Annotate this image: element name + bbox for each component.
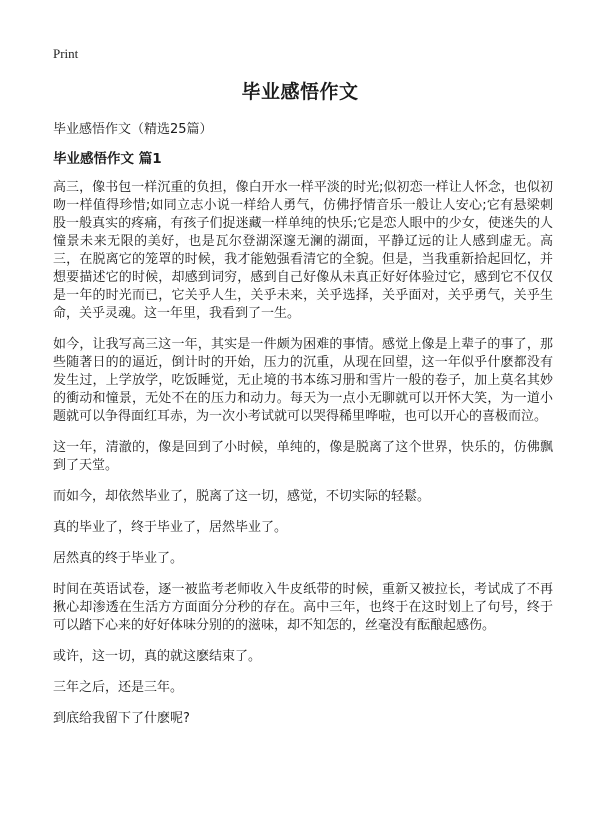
paragraph-5: 真的毕业了，终于毕业了，居然毕业了。 (53, 520, 288, 535)
document-subtitle: 毕业感悟作文（精选25篇） (53, 122, 213, 137)
paragraph-7: 时间在英语试卷，逐一被监考老师收入牛皮纸带的时候，重新又被拉长，考试成了不再揪心却渗透在生活方方面面分分秒的存在。高中三年，也终于在这时划上了句号，终于可以踏下心来的好好体味分别的的滋味，却不知怎的，丝毫没有酝酿起感伤。 (53, 582, 553, 633)
article-body (53, 179, 553, 741)
document-title: 毕业感悟作文 (241, 81, 359, 103)
paragraph-2: 如今，让我写高三这一年，其实是一件颇为困难的事情。感觉上像是上辈子的事了，那些随著日的的逼近，倒计时的开始，压力的沉重，从现在回望，这一年似乎什麽都没有发生过，上学放学，吃饭睡觉，无止境的书本练习册和雪片一般的卷子，加上莫名其妙的衝动和憧景，无处不在的压力和动力。每天为一点小无聊就可以开怀大笑，为一道小题就可以争得面红耳赤，为一次小考试就可以哭得稀里哗啦，也可以开心的喜极而泣。 (53, 337, 553, 424)
section-heading: 毕业感悟作文 篇1 (53, 151, 162, 167)
paragraph-1: 高三，像书包一样沉重的负担，像白开水一样平淡的时光;似初恋一样让人怀念，也似初吻一样值得珍惜;如同立志小说一样给人勇气，仿佛抒情音乐一般让人安心;它有悬梁刺股一般真实的疼痛，有孩子们捉迷藏一样单纯的快乐;它是恋人眼中的少女，使迷失的人憧景未来无限的美好，也是瓦尔登湖深邃无澜的湖面，平静辽远的让人感到虚无。高三，在脱离它的笼罩的时候，我才能勉强看清它的全貌。但是，当我重新拾起回忆，并想要描述它的时候，却感到词穷，感到自己好像从未真正好好体验过它，感到它不仅仅是一年的时光而已，它关乎人生，关乎未来，关乎选择，关乎面对，关乎勇气，关乎生命，关乎灵魂。这一年里，我看到了一生。 (53, 180, 553, 321)
paragraph-4: 而如今，却依然毕业了，脱离了这一切，感觉，不切实际的轻鬆。 (53, 489, 431, 504)
paragraph-6: 居然真的终于毕业了。 (53, 551, 184, 566)
paragraph-3: 这一年，清澈的，像是回到了小时候，单纯的，像是脱离了这个世界，快乐的，仿佛飘到了天堂。 (53, 440, 553, 473)
paragraph-8: 或许，这一切，真的就这麽结束了。 (53, 649, 262, 664)
paragraph-9: 三年之后，还是三年。 (53, 680, 184, 695)
paragraph-10: 到底给我留下了什麽呢? (53, 711, 190, 726)
print-label: Print (53, 46, 79, 61)
